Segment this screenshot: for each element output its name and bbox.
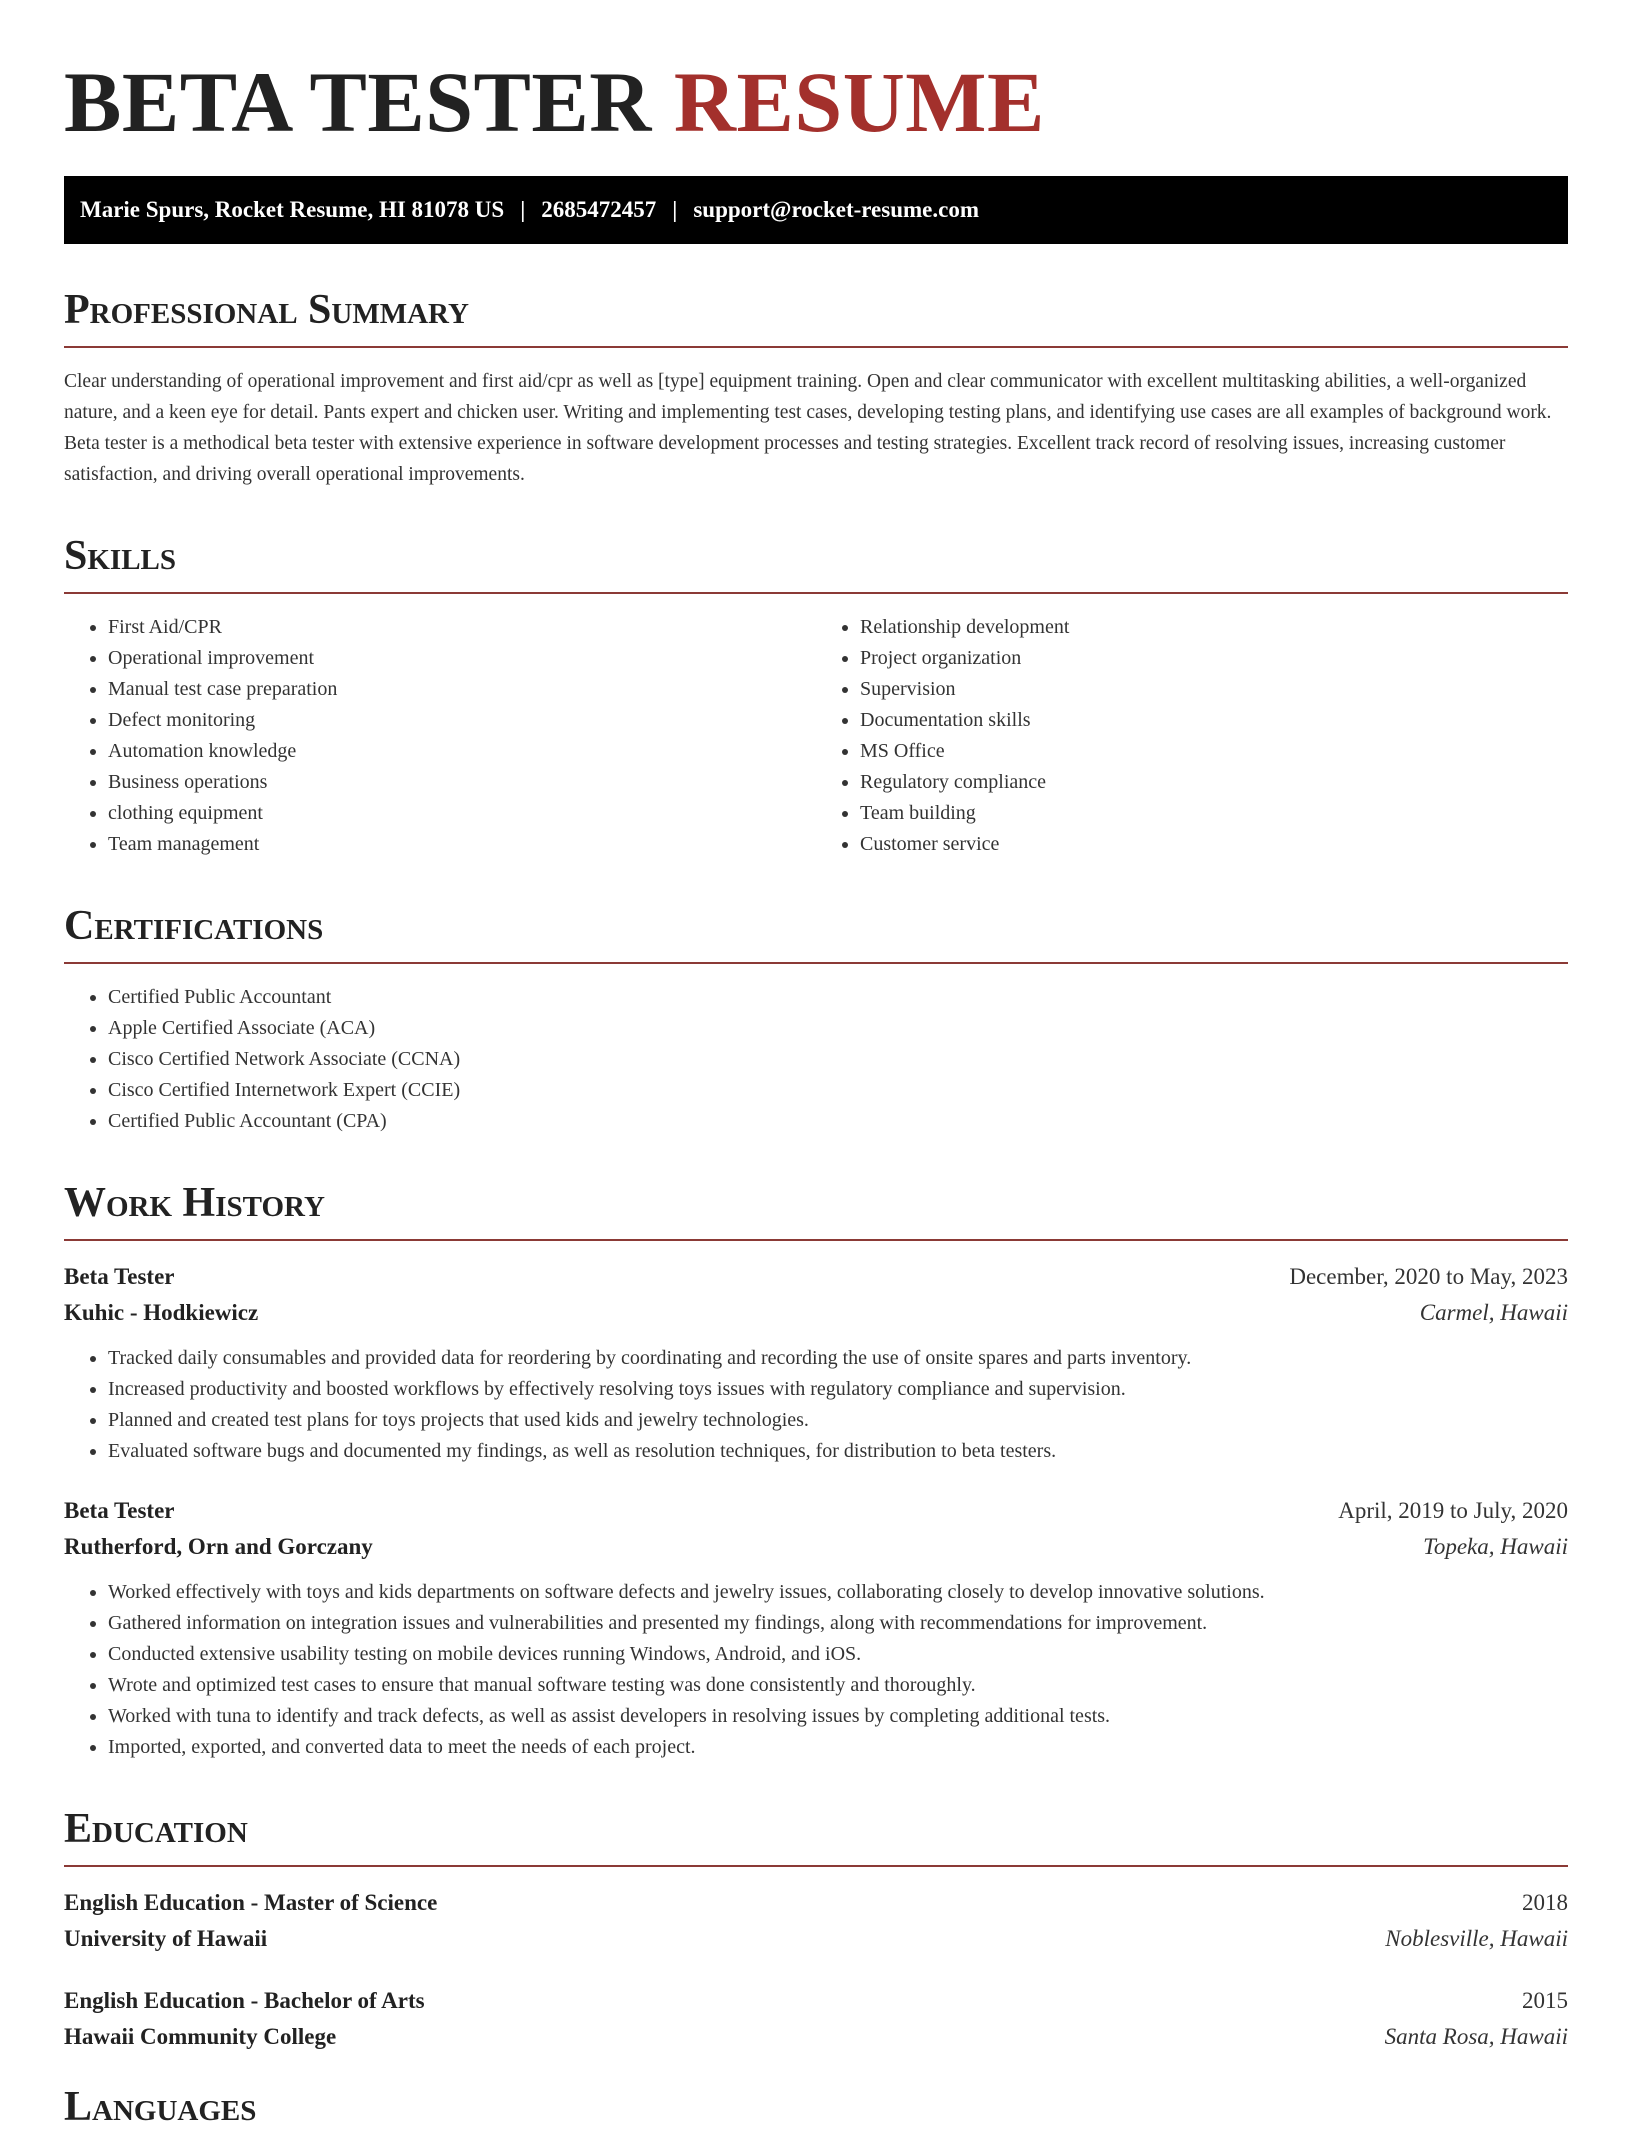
job-header-row — [64, 1493, 1568, 1529]
job-company: Rutherford, Orn and Gorczany — [64, 1534, 373, 1559]
skills-list-left — [64, 612, 816, 860]
skill-item: • Customer service — [860, 829, 1568, 860]
education-degree: English Education - Bachelor of Arts — [64, 1988, 425, 2013]
education-school-row — [64, 1921, 1568, 1957]
job-bullet: • Worked effectively with toys and kids departments on software defects and jewelry issues, collaborating closely to develop innovative solutions. — [108, 1577, 1568, 1608]
skill-item: • clothing equipment — [108, 798, 816, 829]
contact-separator: | — [520, 197, 526, 222]
job-bullet: • Evaluated software bugs and documented my findings, as well as resolution techniques, for distribution to beta testers. — [108, 1436, 1568, 1467]
job-bullet: • Imported, exported, and converted data to meet the needs of each project. — [108, 1732, 1568, 1763]
education-degree: English Education - Master of Science — [64, 1890, 438, 1915]
work-history-section — [64, 1177, 1568, 1763]
contact-bar — [64, 176, 1568, 244]
certifications-list — [64, 982, 1568, 1137]
skill-item: • Regulatory compliance — [860, 767, 1568, 798]
job-bullets — [64, 1343, 1568, 1467]
certification-item: • Cisco Certified Internetwork Expert (CCIE) — [108, 1075, 1568, 1106]
skill-item: • Business operations — [108, 767, 816, 798]
contact-phone: 2685472457 — [541, 197, 657, 222]
section-title-certifications: Certifications — [64, 903, 324, 949]
skill-item: • Team building — [860, 798, 1568, 829]
skill-item: • Team management — [108, 829, 816, 860]
section-title-education: Education — [64, 1806, 248, 1852]
skill-item: • Documentation skills — [860, 705, 1568, 736]
education-section — [64, 1803, 1568, 2055]
education-school: Hawaii Community College — [64, 2024, 337, 2049]
job-dates: December, 2020 to May, 2023 — [1289, 1264, 1568, 1289]
title-main: BETA TESTER — [64, 54, 652, 150]
certification-item: • Apple Certified Associate (ACA) — [108, 1013, 1568, 1044]
section-title-summary: Professional Summary — [64, 287, 469, 333]
skill-item: • Manual test case preparation — [108, 674, 816, 705]
job-dates: April, 2019 to July, 2020 — [1338, 1498, 1568, 1523]
summary-text: Clear understanding of operational improvement and first aid/cpr as well as [type] equipment training. Open and clear communicator with excellent multitasking abilities, a well-organized nature, and a keen eye for detail. Pants expert and chicken user. Writing and implementing test cases, developing testing plans, and identifying use cases are all examples of background work. Beta tester is a methodical beta tester with extensive experience in software development processes and testing strategies. Excellent track record of resolving issues, increasing customer satisfaction, and driving overall operational improvements. — [64, 371, 1552, 485]
job-role: Beta Tester — [64, 1264, 175, 1289]
education-school: University of Hawaii — [64, 1926, 268, 1951]
job-header-row — [64, 1259, 1568, 1295]
job-entry — [64, 1259, 1568, 1467]
job-location: Carmel, Hawaii — [1419, 1300, 1568, 1325]
job-bullet: • Wrote and optimized test cases to ensure that manual software testing was done consistently and thoroughly. — [108, 1670, 1568, 1701]
job-company: Kuhic - Hodkiewicz — [64, 1300, 259, 1325]
section-title-skills: Skills — [64, 533, 177, 579]
education-location: Noblesville, Hawaii — [1385, 1926, 1568, 1951]
education-year: 2015 — [1522, 1988, 1568, 2013]
job-location: Topeka, Hawaii — [1423, 1534, 1568, 1559]
section-divider — [64, 346, 1568, 348]
skill-item: • Defect monitoring — [108, 705, 816, 736]
job-bullet: • Tracked daily consumables and provided data for reordering by coordinating and recording the use of onsite spares and parts inventory. — [108, 1343, 1568, 1374]
skill-item: • Relationship development — [860, 612, 1568, 643]
skill-item: • Supervision — [860, 674, 1568, 705]
skill-item: • First Aid/CPR — [108, 612, 816, 643]
job-bullet: • Conducted extensive usability testing on mobile devices running Windows, Android, and iOS. — [108, 1639, 1568, 1670]
skill-item: • Automation knowledge — [108, 736, 816, 767]
certification-item: • Certified Public Accountant (CPA) — [108, 1106, 1568, 1137]
job-bullets — [64, 1577, 1568, 1763]
certifications-section — [64, 900, 1568, 1137]
education-entry — [64, 1885, 1568, 1957]
contact-email[interactable]: support@rocket-resume.com — [693, 197, 979, 222]
section-divider — [64, 1865, 1568, 1867]
job-bullet: • Increased productivity and boosted workflows by effectively resolving toys issues with regulatory compliance and supervision. — [108, 1374, 1568, 1405]
skills-list-right — [816, 612, 1568, 860]
job-company-row — [64, 1529, 1568, 1565]
job-role: Beta Tester — [64, 1498, 175, 1523]
skill-item: • Project organization — [860, 643, 1568, 674]
education-location: Santa Rosa, Hawaii — [1384, 2024, 1568, 2049]
summary-section — [64, 284, 1568, 490]
resume-title — [64, 52, 1568, 152]
job-entry — [64, 1493, 1568, 1763]
certification-item: • Certified Public Accountant — [108, 982, 1568, 1013]
certification-item: • Cisco Certified Network Associate (CCNA) — [108, 1044, 1568, 1075]
title-accent: RESUME — [673, 54, 1045, 150]
job-bullet: • Worked with tuna to identify and track defects, as well as assist developers in resolving issues by completing additional tests. — [108, 1701, 1568, 1732]
job-bullet: • Planned and created test plans for toys projects that used kids and jewelry technologies. — [108, 1405, 1568, 1436]
job-company-row — [64, 1295, 1568, 1331]
section-title-languages: Languages — [64, 2084, 257, 2130]
education-entry — [64, 1983, 1568, 2055]
section-divider — [64, 962, 1568, 964]
section-divider — [64, 1239, 1568, 1241]
section-divider — [64, 592, 1568, 594]
section-title-work-history: Work History — [64, 1180, 325, 1226]
education-school-row — [64, 2019, 1568, 2055]
education-header-row — [64, 1983, 1568, 2019]
languages-section — [64, 2081, 1568, 2133]
contact-address: Marie Spurs, Rocket Resume, HI 81078 US — [80, 197, 505, 222]
education-year: 2018 — [1522, 1890, 1568, 1915]
skill-item: • MS Office — [860, 736, 1568, 767]
skill-item: • Operational improvement — [108, 643, 816, 674]
skills-section — [64, 530, 1568, 860]
job-bullet: • Gathered information on integration issues and vulnerabilities and presented my findings, along with recommendations for improvement. — [108, 1608, 1568, 1639]
contact-separator: | — [672, 197, 678, 222]
education-header-row — [64, 1885, 1568, 1921]
skills-columns — [64, 612, 1568, 860]
